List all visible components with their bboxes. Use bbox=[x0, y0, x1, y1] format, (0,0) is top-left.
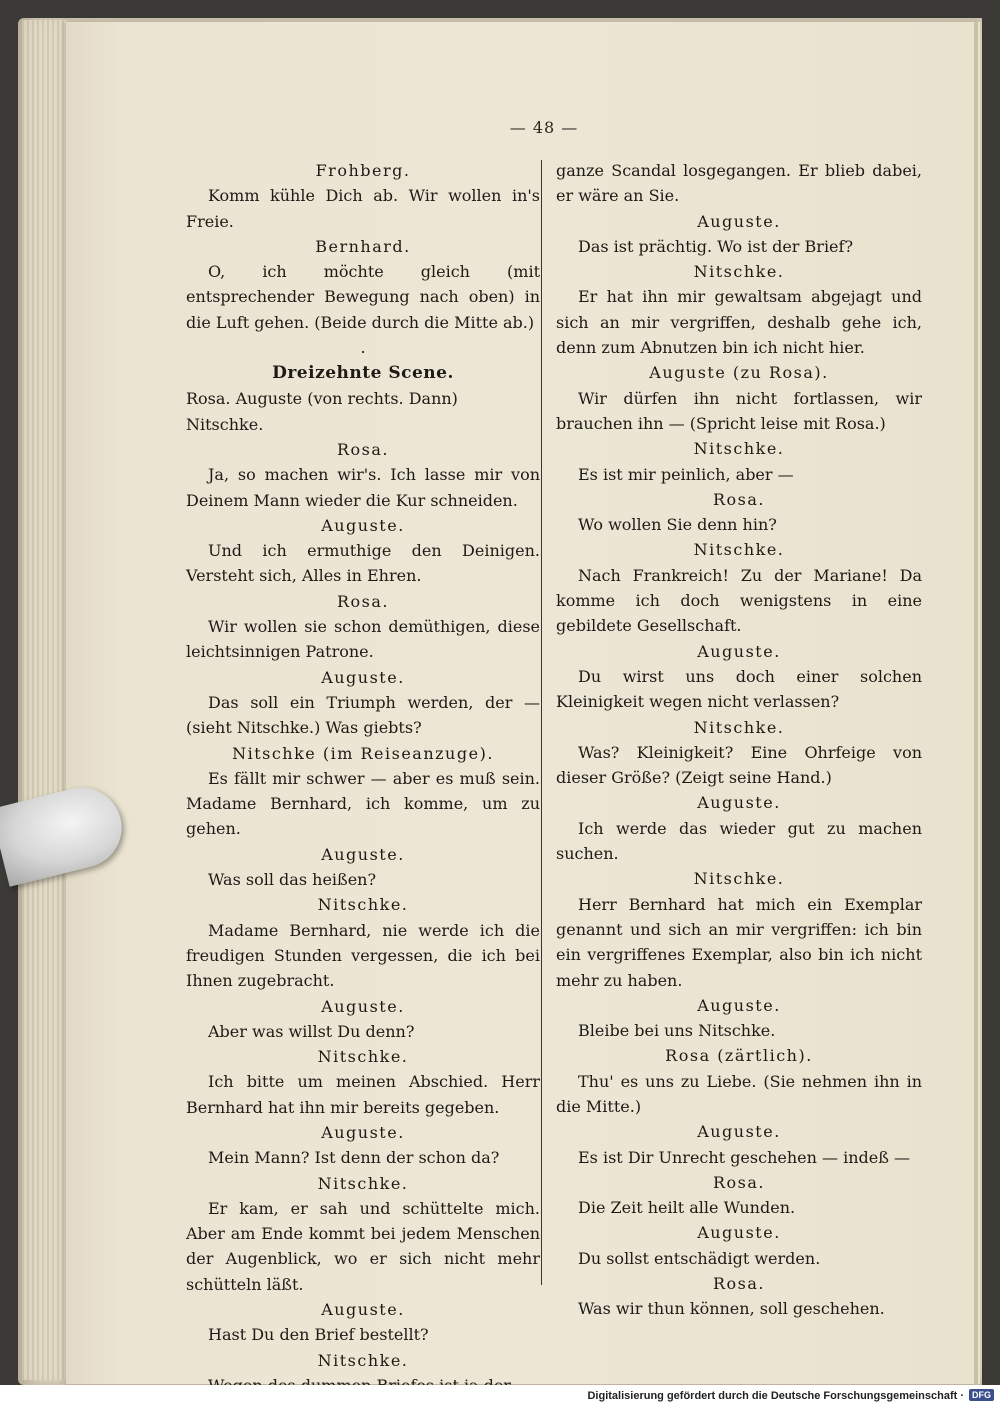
speaker-name: Nitschke. bbox=[693, 869, 785, 889]
dialogue-text: Du sollst entschädigt werden. bbox=[578, 1248, 821, 1268]
dialogue-text: Und ich ermuthige den Deinigen. Versteht sich, Alles in Ehren. bbox=[186, 541, 540, 586]
speaker-name: Nitschke. bbox=[317, 1173, 409, 1193]
left-column bbox=[186, 158, 540, 1398]
dialogue-text: Es ist mir peinlich, aber — bbox=[578, 464, 794, 484]
dialogue-text: Das soll ein Triumph werden, der — (sieht Nitschke.) Was giebts? bbox=[186, 692, 540, 738]
dialogue-text: Bleibe bei uns Nitschke. bbox=[578, 1021, 776, 1041]
dialogue-text: Das ist prächtig. Wo ist der Brief? bbox=[578, 236, 854, 256]
dialogue-text: Wir wollen sie schon demüthigen, diese leichtsinnigen Patrone. bbox=[186, 617, 540, 662]
speaker-name: Nitschke. bbox=[317, 1350, 409, 1370]
scene-heading: Dreizehnte Scene. bbox=[272, 363, 454, 384]
speaker-name: Auguste. bbox=[697, 793, 781, 813]
dialogue-text: Thu' es uns zu Liebe. (Sie nehmen ihn in die Mitte.) bbox=[556, 1071, 922, 1116]
speaker-name: Rosa. bbox=[336, 591, 389, 611]
speaker-name: Auguste. bbox=[321, 1300, 405, 1320]
speaker-name: Nitschke (im Reiseanzuge). bbox=[232, 743, 494, 763]
dialogue-text: Wo wollen Sie denn hin? bbox=[578, 515, 777, 535]
page-right-edge bbox=[974, 22, 978, 1384]
speaker-name: Nitschke. bbox=[693, 439, 785, 459]
speaker-name: Auguste. bbox=[321, 844, 405, 864]
speaker-name: Rosa. bbox=[712, 1274, 765, 1294]
dialogue-text: Aber was willst Du denn? bbox=[208, 1021, 415, 1041]
dialogue-text: Herr Bernhard hat mich ein Exemplar genannt und sich an mir vergriffen: ich bin ein vergriffenes Exemplar, also bin ich nicht mehr zu haben. bbox=[556, 894, 922, 990]
speaker-name: Rosa (zärtlich). bbox=[665, 1046, 813, 1066]
dialogue-text: Mein Mann? Ist denn der schon da? bbox=[208, 1148, 500, 1168]
dialogue-text: Er hat ihn mir gewaltsam abgejagt und sich an mir vergriffen, deshalb gehe ich, denn zum Abnutzen bin ich nicht hier. bbox=[556, 287, 922, 358]
dialogue-text: Komm kühle Dich ab. Wir wollen in's Freie. bbox=[186, 186, 540, 231]
speaker-name: Auguste. bbox=[321, 996, 405, 1016]
footer-credit: Digitalisierung gefördert durch die Deutsche Forschungsgemeinschaft · bbox=[587, 1390, 964, 1402]
speaker-name: Auguste. bbox=[697, 641, 781, 661]
dialogue-text: Die Zeit heilt alle Wunden. bbox=[578, 1198, 796, 1218]
page-edges bbox=[22, 20, 70, 1380]
dialogue-text: Es ist Dir Unrecht geschehen — indeß — bbox=[578, 1147, 910, 1167]
speaker-name: Rosa. bbox=[712, 1172, 765, 1192]
dialogue-text: Du wirst uns doch einer solchen Kleinigkeit wegen nicht verlassen? bbox=[556, 666, 922, 712]
dialogue-text: Wir dürfen ihn nicht fortlassen, wir brauchen ihn — (Spricht leise mit Rosa.) bbox=[556, 388, 922, 433]
speaker-name: Nitschke. bbox=[317, 1047, 409, 1067]
dfg-logo: DFG bbox=[969, 1389, 994, 1401]
speaker-name: Nitschke. bbox=[317, 895, 409, 915]
speaker-name: Rosa. bbox=[336, 439, 389, 459]
page-number: — 48 — bbox=[509, 118, 579, 137]
speaker-name: Frohberg. bbox=[315, 161, 411, 180]
dialogue-text: Er kam, er sah und schüttelte mich. Aber am Ende kommt bei jedem Menschen der Augenblick, wo er sich nicht mehr schütteln läßt. bbox=[186, 1198, 540, 1294]
dialogue-text: Madame Bernhard, nie werde ich die freudigen Stunden vergessen, die ich bei Ihnen zugebracht. bbox=[186, 920, 540, 991]
dialogue-text: Ich werde das wieder gut zu machen suchen. bbox=[556, 818, 922, 864]
speaker-name: Auguste. bbox=[321, 667, 405, 687]
speaker-name: Auguste. bbox=[697, 1122, 781, 1142]
speaker-name: Bernhard. bbox=[315, 236, 411, 256]
speaker-name: Rosa. bbox=[712, 489, 765, 509]
speaker-name: Nitschke. bbox=[693, 262, 785, 282]
speaker-name: Auguste. bbox=[321, 515, 405, 535]
speaker-name: Auguste. bbox=[697, 995, 781, 1015]
dialogue-text: ganze Scandal losgegangen. Er blieb dabei, er wäre an Sie. bbox=[556, 161, 922, 206]
dialogue-text: Hast Du den Brief bestellt? bbox=[208, 1325, 429, 1345]
separator-dot: . bbox=[360, 338, 366, 358]
speaker-name: Auguste. bbox=[697, 211, 781, 231]
dialogue-text: Was? Kleinigkeit? Eine Ohrfeige von dieser Größe? (Zeigt seine Hand.) bbox=[556, 742, 922, 788]
dialogue-text: Es fällt mir schwer — aber es muß sein. Madame Bernhard, ich komme, um zu gehen. bbox=[186, 768, 540, 839]
speaker-name: Nitschke. bbox=[693, 540, 785, 560]
speaker-name: Auguste. bbox=[321, 1122, 405, 1142]
speaker-name: Nitschke. bbox=[693, 717, 785, 737]
dialogue-text: Nach Frankreich! Zu der Mariane! Da komme ich doch wenigstens in eine gebildete Gesellschaft. bbox=[556, 565, 922, 636]
speaker-name: Auguste (zu Rosa). bbox=[649, 363, 829, 383]
dialogue-text: Ja, so machen wir's. Ich lasse mir von Deinem Mann wieder die Kur schneiden. bbox=[186, 465, 540, 510]
right-column bbox=[556, 158, 922, 1322]
dialogue-text: O, ich möchte gleich (mit entsprechender Bewegung nach oben) in die Luft gehen. (Beide durch die Mitte ab.) bbox=[186, 262, 540, 332]
column-divider bbox=[541, 160, 542, 1285]
speaker-name: Auguste. bbox=[697, 1223, 781, 1243]
cast-list: Rosa. Auguste (von rechts. Dann) Nitschke. bbox=[186, 389, 458, 434]
dialogue-text: Was wir thun können, soll geschehen. bbox=[578, 1299, 885, 1319]
dialogue-text: Ich bitte um meinen Abschied. Herr Bernhard hat ihn mir bereits gegeben. bbox=[186, 1072, 540, 1117]
dialogue-text: Was soll das heißen? bbox=[208, 870, 377, 890]
